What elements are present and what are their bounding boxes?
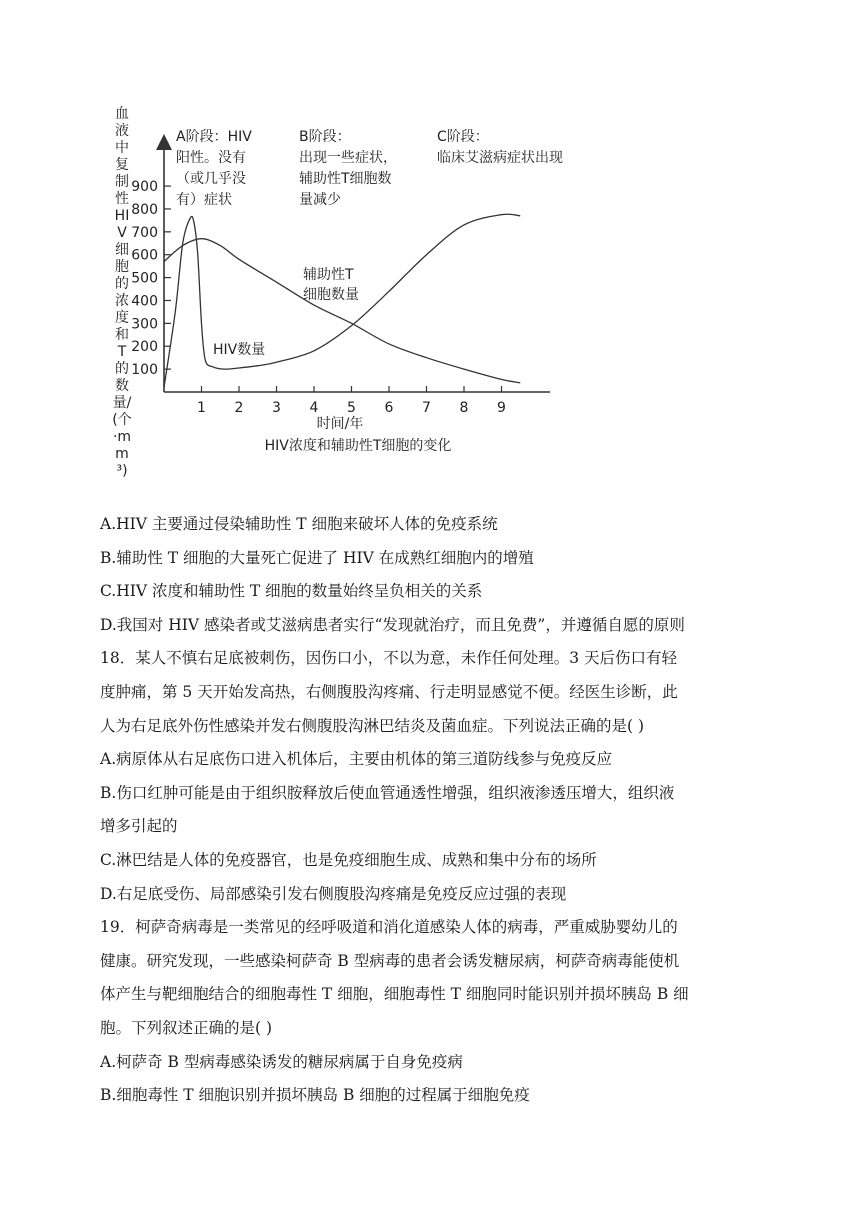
x-tick-label: 4 xyxy=(309,400,319,416)
text-line: A.柯萨奇 B 型病毒感染诱发的糖尿病属于自身免疫病 xyxy=(100,1052,463,1071)
x-tick-label: 3 xyxy=(272,400,281,416)
hiv-chart-figure xyxy=(100,100,600,500)
stage-annotation-title: A阶段：HIV xyxy=(176,129,252,145)
text-line: 19．柯萨奇病毒是一类常见的经呼吸道和消化道感染人体的病毒，严重威胁婴幼儿的 xyxy=(100,918,678,937)
chart-y-axis-label: 血液中复制性HIV细胞的浓度和T的数量/(个·mm³) xyxy=(112,106,132,479)
text-line: 18．某人不慎右足底被刺伤，因伤口小，不以为意，未作任何处理。3 天后伤口有轻 xyxy=(100,649,678,668)
text-line: A.HIV 主要通过侵染辅助性 T 细胞来破坏人体的免疫系统 xyxy=(100,515,498,533)
text-line: C.HIV 浓度和辅助性 T 细胞的数量始终呈负相关的关系 xyxy=(100,582,483,601)
text-line: D.右足底受伤、局部感染引发右侧腹股沟疼痛是免疫反应过强的表现 xyxy=(100,884,567,903)
x-tick-label: 8 xyxy=(459,400,469,416)
y-tick-label: 600 xyxy=(131,247,158,264)
text-line: 体产生与靶细胞结合的细胞毒性 T 细胞，细胞毒性 T 细胞同时能识别并损坏胰岛 B 细 xyxy=(100,985,689,1004)
stage-annotation-title: B阶段： xyxy=(299,129,351,145)
text-line: 增多引起的 xyxy=(100,817,178,836)
x-tick-label: 9 xyxy=(497,400,506,416)
text-line: A.病原体从右足底伤口进入机体后，主要由机体的第三道防线参与免疫反应 xyxy=(100,750,613,769)
stage-annotation-line: 临床艾滋病症状出现 xyxy=(437,150,563,166)
question-text xyxy=(100,508,760,1113)
x-axis-title: 时间/年 xyxy=(316,416,364,432)
chart-title: HIV浓度和辅助性T细胞的变化 xyxy=(264,438,452,454)
text-line: B.伤口红肿可能是由于组织胺释放后使血管通透性增强，组织液渗透压增大，组织液 xyxy=(100,783,675,802)
stage-annotation-title: C阶段： xyxy=(437,129,489,145)
helper-t-series-label-line2: 细胞数量 xyxy=(303,287,359,303)
hiv-series-label: HIV数量 xyxy=(213,342,266,358)
y-tick-label: 400 xyxy=(131,293,158,310)
text-line: 度肿痛，第 5 天开始发高热，右侧腹股沟疼痛、行走明显感觉不便。经医生诊断，此 xyxy=(100,682,678,701)
y-tick-label: 200 xyxy=(131,339,158,356)
stage-annotation-line: 辅助性T细胞数 xyxy=(299,171,392,187)
x-tick-label: 1 xyxy=(197,400,206,416)
y-tick-label: 300 xyxy=(131,316,158,333)
x-tick-label: 5 xyxy=(347,400,356,416)
stage-annotation-line: 量减少 xyxy=(299,192,341,208)
x-tick-label: 2 xyxy=(234,400,244,416)
stage-annotation-line: 有）症状 xyxy=(176,192,232,208)
text-line: B.辅助性 T 细胞的大量死亡促进了 HIV 在成熟红细胞内的增殖 xyxy=(100,548,534,567)
stage-annotation-line: （或几乎没 xyxy=(176,171,246,187)
text-line: 胞。下列叙述正确的是( ) xyxy=(100,1018,273,1037)
text-line: B.细胞毒性 T 细胞识别并损坏胰岛 B 细胞的过程属于细胞免疫 xyxy=(100,1086,530,1105)
stage-annotation-line: 出现一些症状， xyxy=(299,150,397,166)
y-tick-label: 700 xyxy=(131,224,158,241)
text-line: D.我国对 HIV 感染者或艾滋病患者实行“发现就治疗，而且免费”，并遵循自愿的原则 xyxy=(100,615,685,634)
hiv-chart xyxy=(100,100,600,500)
x-tick-label: 6 xyxy=(384,400,394,416)
y-tick-label: 800 xyxy=(131,201,158,218)
y-tick-label: 500 xyxy=(131,270,158,287)
y-tick-label: 900 xyxy=(131,179,158,196)
helper-t-series-line xyxy=(164,239,520,383)
x-tick-label: 7 xyxy=(422,400,431,416)
stage-annotation-line: 阳性。没有 xyxy=(176,150,246,166)
text-line: 人为右足底外伤性感染并发右侧腹股沟淋巴结炎及菌血症。下列说法正确的是( ) xyxy=(100,716,645,735)
helper-t-series-label-line1: 辅助性T xyxy=(303,267,354,283)
text-line: 健康。研究发现，一些感染柯萨奇 B 型病毒的患者会诱发糖尿病，柯萨奇病毒能使机 xyxy=(100,951,680,970)
text-line: C.淋巴结是人体的免疫器官，也是免疫细胞生成、成熟和集中分布的场所 xyxy=(100,850,597,869)
y-tick-label: 100 xyxy=(131,362,158,379)
